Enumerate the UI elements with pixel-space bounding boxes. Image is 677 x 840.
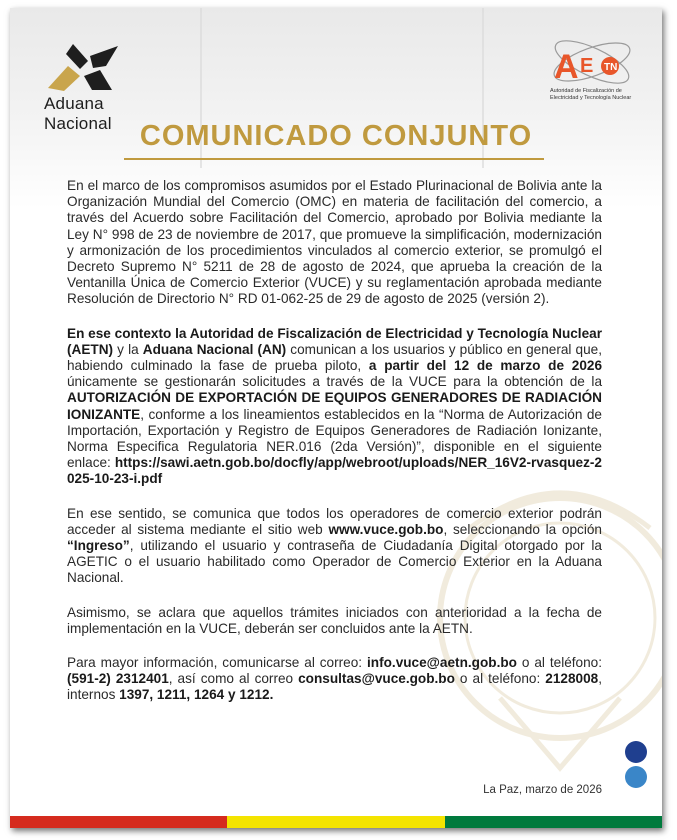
document-date: La Paz, marzo de 2026 [483,784,602,796]
aetn-logo [532,38,648,114]
phone-vuce: 2128008 [545,671,599,687]
aduana-logo-text: Aduana Nacional [44,94,112,133]
communique-body [67,178,602,722]
svg-text:TN: TN [604,62,618,73]
phone-aetn: (591-2) 2312401 [67,671,169,687]
flag-yellow [227,816,444,828]
ibnorca-badge-icon [625,741,647,763]
paragraph-access: En ese sentido, se comunica que todos los operadores de comercio exterior podrán acceder al sistema mediante el sitio web www.vuce.gob.bo, seleccionando la opción “Ingreso”, utilizando el usuario y contraseña de Ciudadanía Digital otorgado por la AGETIC o el usuario habilitado como Operador de Comercio Exterior en la Aduana Nacional. [67,505,602,586]
aduana-nacional-logo [38,36,168,133]
iso-badge-icon [625,766,647,788]
vuce-website[interactable]: www.vuce.gob.bo [328,521,444,537]
flag-green [445,816,662,828]
aetn-logo-icon [532,38,648,88]
svg-text:A: A [554,48,579,86]
extensions: 1397, 1211, 1264 y 1212. [119,687,274,703]
norma-link[interactable]: https://sawi.aetn.gob.bo/docfly/app/webroot/uploads/NER_16V2-rvasquez-2025-10-23-i.pdf [67,455,602,487]
paragraph-intro: En el marco de los compromisos asumidos por el Estado Plurinacional de Bolivia ante la Organización Mundial del Comercio (OMC) en materia de facilitación del comercio, a través del Acuerdo sobre Facilitación del Comercio, aprobado por Bolivia mediante la Ley N° 998 de 23 de noviembre de 2017, que promueve la simplificación, modernización y armonización de los procedimientos vinculados al comercio exterior, se promulgó el Decreto Supremo N° 5211 de 28 de agosto de 2024, que aprueba la creación de la Ventanilla Única de Comercio Exterior (VUCE) y su reglamentación aprobada mediante Resolución de Directorio N° RD 01-062-25 de 29 de agosto de 2025 (versión 2). [67,178,602,307]
certification-badges [622,738,650,791]
aetn-logo-caption: Autoridad de Fiscalización de Electricidad y Tecnología Nuclear [550,88,632,101]
svg-text:E: E [580,55,594,77]
flag-red [10,816,227,828]
email-info[interactable]: info.vuce@aetn.gob.bo [367,655,517,671]
document-page [10,8,662,828]
bolivia-flag-stripe [10,816,662,828]
title-underline [124,158,544,160]
aduana-logo-icon [38,36,128,94]
email-consultas[interactable]: consultas@vuce.gob.bo [298,671,455,687]
page-title: COMUNICADO CONJUNTO [139,120,533,152]
paragraph-context: En ese contexto la Autoridad de Fiscalización de Electricidad y Tecnología Nuclear (AETN) y la Aduana Nacional (AN) comunican a los usuarios y público en general que, habiendo culminado la fase de prueba piloto, a partir del 12 de marzo de 2026 únicamente se gestionarán solicitudes a través de la VUCE para la obtención de la AUTORIZACIÓN DE EXPORTACIÓN DE EQUIPOS GENERADORES DE RADIACIÓN IONIZANTE, conforme a los lineamientos establecidos en la “Norma de Autorización de Importación, Exportación y Registro de Equipos Generadores de Radiación Ionizante, Norma Especifica Regulatoria NER.016 (2da Versión)”, disponible en el siguiente enlace: https://sawi.aetn.gob.bo/docfly/app/webroot/uploads/NER_16V2-rvasquez-2025-10-23-i.pdf [67,325,603,487]
paragraph-clarification: Asimismo, se aclara que aquellos trámites iniciados con anterioridad a la fecha de implementación en la VUCE, deberán ser concluidos ante la AETN. [67,604,602,636]
paragraph-contact: Para mayor información, comunicarse al correo: info.vuce@aetn.gob.bo o al teléfono: (591-2) 2312401, así como al correo consultas@vuce.gob.bo o al teléfono: 2128008, internos 1397, 1211, 1264 y 1212. [67,655,603,703]
